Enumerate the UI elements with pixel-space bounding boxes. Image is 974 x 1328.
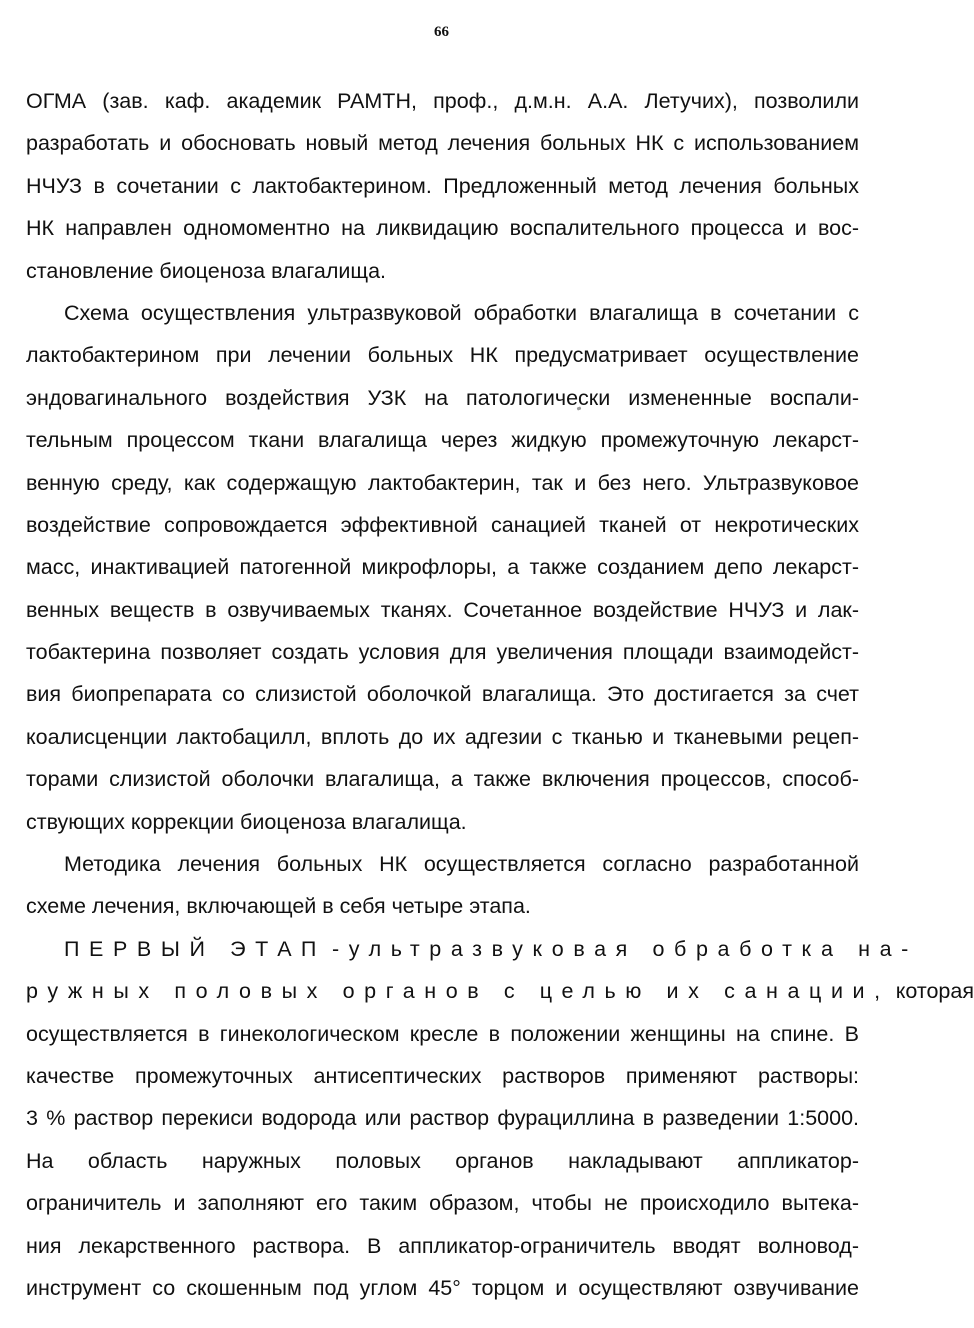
text-line: вия биопрепарата со слизистой оболочкой влагалища. Это достигается за счет [26, 682, 859, 707]
text-line: НК направлен одномоментно на ликвидацию воспалительного процесса и вос- [26, 216, 859, 241]
text-line: ОГМА (зав. каф. академик РАМТН, проф., д.м.н. А.А. Летучих), позволили [26, 89, 859, 113]
stage-emphasis: -ультразвуковая обработка на- [331, 936, 918, 961]
text-line: НЧУЗ в сочетании с лактобактерином. Предложенный метод лечения больных [26, 173, 859, 198]
text-line: торами слизистой оболочки влагалища, а также включения процессов, способ- [26, 767, 859, 792]
stage-emphasis: ружных половых органов с целью их санации, [26, 979, 890, 1004]
text-line: тельным процессом ткани влагалища через жидкую промежуточную лекарст- [26, 428, 859, 453]
text-line: осуществляется в гинекологическом кресле в положении женщины на спине. В [26, 1021, 859, 1046]
text-line: На область наружных половых органов накладывают аппликатор- [26, 1148, 859, 1173]
text-line: разработать и обосновать новый метод лечения больных НК с использованием [26, 131, 859, 156]
text-line: лактобактерином при лечении больных НК предусматривает осуществление [26, 343, 859, 368]
text-line: тобактерина позволяет создать условия для увеличения площади взаимодейст- [26, 640, 859, 665]
text-line: качестве промежуточных антисептических растворов применяют растворы: [26, 1063, 859, 1088]
text-line: воздействие сопровождается эффективной санацией тканей от некротических [26, 512, 859, 537]
text-line: эндовагинального воздействия УЗК на патологически измененные воспали- [26, 385, 859, 410]
text-line: венных веществ в озвучиваемых тканях. Сочетанное воздействие НЧУЗ и лак- [26, 597, 859, 622]
text-fragment: которая [895, 979, 974, 1004]
stage-heading: ПЕРВЫЙ ЭТАП [64, 936, 326, 961]
text-line: Схема осуществления ультразвуковой обработки влагалища в сочетании с [64, 300, 859, 325]
text-line: 3 % раствор перекиси водорода или раствор фурациллина в разведении 1:5000. [26, 1106, 859, 1131]
text-line: венную среду, как содержащую лактобактерин, так и без него. Ультразвуковое [26, 470, 859, 495]
text-line: ния лекарственного раствора. В аппликатор-ограничитель вводят волновод- [26, 1233, 859, 1258]
text-line: схеме лечения, включающей в себя четыре этапа. [26, 894, 531, 919]
text-line: коалисценции лактобацилл, вплоть до их адгезии с тканью и тканевыми рецеп- [26, 724, 859, 749]
text-line: Методика лечения больных НК осуществляется согласно разработанной [64, 852, 859, 877]
text-line: масс, инактивацией патогенной микрофлоры, а также созданием депо лекарст- [26, 555, 859, 580]
stage-heading-line [26, 928, 918, 970]
text-line: становление биоценоза влагалища. [26, 258, 387, 283]
text-line: инструмент со скошенным под углом 45° торцом и осуществляют озвучивание [26, 1275, 859, 1300]
stage-emphasis-line [26, 970, 974, 1012]
page-number: 66 [434, 24, 449, 40]
text-line: ствующих коррекции биоценоза влагалища. [26, 809, 467, 834]
body-text [26, 80, 974, 1309]
text-line: ограничитель и заполняют его таким образом, чтобы не происходило вытека- [26, 1191, 859, 1216]
